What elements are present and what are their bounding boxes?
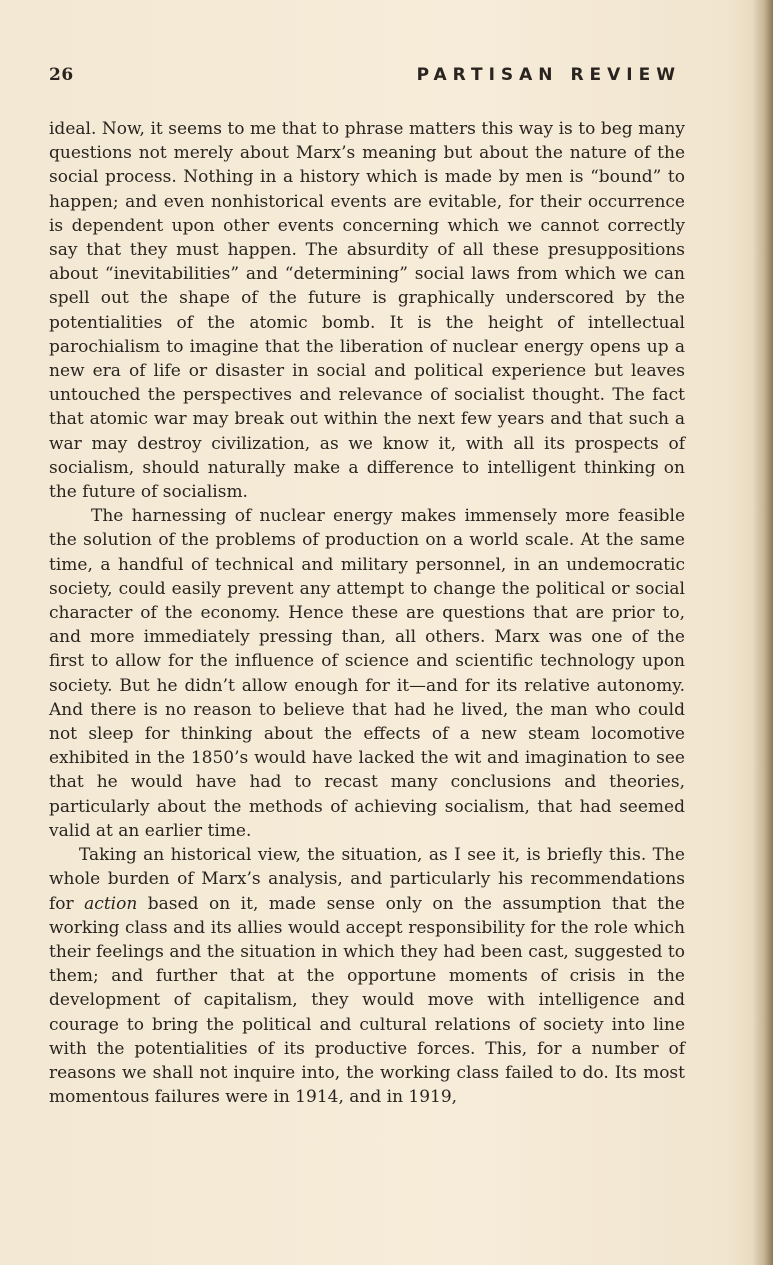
page-edge-shadow	[753, 0, 773, 1265]
running-head: PARTISAN REVIEW	[416, 65, 681, 85]
paragraph-3-part-2: based on it, made sense only on the assumption that the working class and its allies would accept responsibility for the role which their feelings and the situation in which they had been cast, suggested to them; and further that at the opportune moments of crisis in the development of capitalism, they would move with intelligence and courage to bring the political and cultural relations of society into line with the potentialities of its productive forces. This, for a number of reasons we shall not inquire into, the working class failed to do. Its most momentous failures were in 1914, and in 1919,	[49, 893, 685, 1108]
body-text	[49, 117, 685, 1109]
paragraph-3-part-1: Taking an historical view, the situation, as I see it, is briefly this. The whole burden of Marx’s analysis, and particularly his recommendations for	[49, 845, 685, 914]
emphasis-action: action	[84, 893, 138, 914]
paragraph-1: ideal. Now, it seems to me that to phrase matters this way is to beg many questions not merely about Marx’s meaning but about the nature of the social process. Nothing in a history which is made by men is “bound” to happen; and even nonhistorical events are evitable, for their occurrence is dependent upon other events concerning which we cannot correctly say that they must happen. The absurdity of all these presuppositions about “inevitabilities” and “determining” social laws from which we can spell out the shape of the future is graphically underscored by the potentialities of the atomic bomb. It is the height of intellectual parochialism to imagine that the liberation of nuclear energy opens up a new era of life or disaster in social and political experience but leaves untouched the perspectives and relevance of socialist thought. The fact that atomic war may break out within the next few years and that such a war may destroy civilization, as we know it, with all its prospects of socialism, should naturally make a difference to intelligent thinking on the future of socialism.	[49, 119, 685, 503]
page-header	[49, 65, 681, 91]
paragraph-2: The harnessing of nuclear energy makes immensely more feasible the solution of the problems of production on a world scale. At the same time, a handful of technical and military personnel, in an undemocratic society, could easily prevent any attempt to change the political or social character of the economy. Hence these are questions that are prior to, and more immediately pressing than, all others. Marx was one of the first to allow for the influence of science and scientific technology upon society. But he didn’t allow enough for it—and for its relative autonomy. And there is no reason to believe that had he lived, the man who could not sleep for thinking about the effects of a new steam locomotive exhibited in the 1850’s would have lacked the wit and imagination to see that he would have had to recast many conclusions and theories, particularly about the methods of achieving socialism, that had seemed valid at an earlier time.	[49, 506, 685, 841]
paragraph-3	[49, 843, 685, 1109]
page-number: 26	[49, 65, 74, 85]
